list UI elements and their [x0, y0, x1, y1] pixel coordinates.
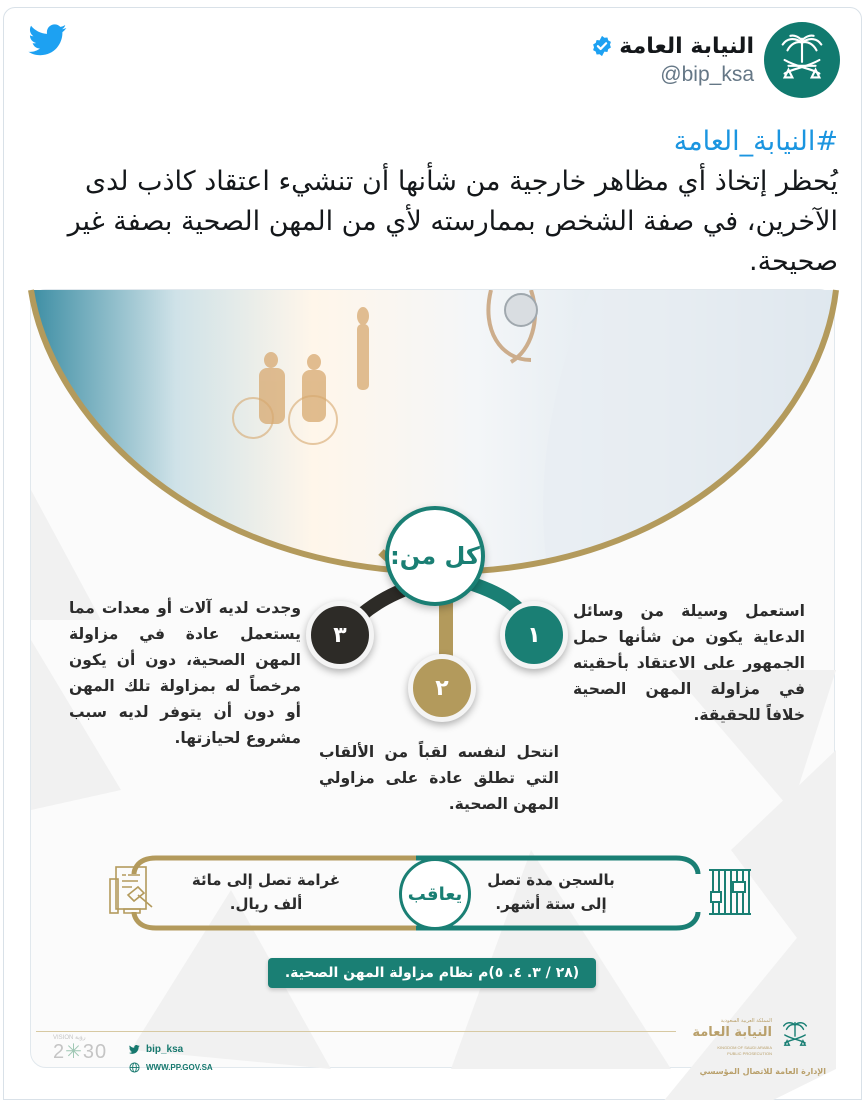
- item-2-text: انتحل لنفسه لقباً من الألقاب التي تطلق عادة على مزاولي المهن الصحية.: [319, 743, 559, 813]
- author-handle[interactable]: @bip_ksa: [660, 62, 754, 86]
- tweet-text: [18, 122, 838, 282]
- item-3-text: وجدت لديه آلات أو معدات مما يستعمل عادة في مزاولة المهن الصحية، دون أن يكون مرخصاً له بمزاولة تلك المهن أو دون أن يتوفر لديه سبب مشروع لحيازتها.: [69, 599, 301, 747]
- item-number-1: ١: [500, 601, 568, 669]
- item-number-2: ٢: [408, 654, 476, 722]
- item-number-3: ٣: [306, 601, 374, 669]
- prison-bars-icon: [707, 866, 753, 918]
- punishment-label: يعاقب: [407, 883, 463, 905]
- avatar[interactable]: [764, 22, 840, 98]
- fine-penalty-text: غرامة تصل إلى مائة ألف ريال.: [191, 871, 341, 913]
- verified-badge-icon: [591, 35, 613, 57]
- twitter-bird-icon[interactable]: [29, 24, 67, 56]
- item-1-text: استعمل وسيلة من وسائل الدعاية يكون من شأنها حمل الجمهور على الاعتقاد بأحقيته في مزاولة المهن الصحية خلافاً للحقيقة.: [573, 602, 805, 724]
- public-prosecution-logo: المملكة العربية السعودية النيابة العامة KINGDOM OF SAUDI ARABIA PUBLIC PROSECUTION: [682, 1018, 812, 1066]
- tweet-media-infographic[interactable]: [30, 289, 835, 1076]
- vision-2030-logo: VISION رؤية 2✳30: [53, 1035, 108, 1063]
- punishment-badge: [399, 858, 471, 930]
- author-name[interactable]: النيابة العامة: [619, 33, 754, 59]
- footer-contact: [129, 1040, 213, 1076]
- footer-divider: [36, 1031, 676, 1032]
- law-reference-banner: (٢٨ / ٣. ٤. ٥)م نظام مزاولة المهن الصحية.: [268, 958, 596, 988]
- jail-penalty-text: بالسجن مدة تصل إلى ستة أشهر.: [487, 871, 615, 913]
- tweet-author[interactable]: [591, 22, 840, 98]
- footer-twitter[interactable]: bip_ksa: [129, 1040, 213, 1058]
- globe-icon: [129, 1062, 140, 1073]
- footer-website[interactable]: WWW.PP.GOV.SA: [129, 1058, 213, 1076]
- twitter-bird-icon: [129, 1045, 140, 1054]
- gavel-document-icon: [106, 865, 158, 919]
- saudi-palm-swords-scales-emblem-icon: [773, 31, 831, 89]
- hashtag-link[interactable]: #النيابة_العامة: [673, 126, 838, 157]
- saudi-emblem-icon: [778, 1018, 812, 1052]
- hub-every-one: [385, 506, 485, 606]
- hub-label: كل من:: [390, 542, 480, 570]
- tweet-body: يُحظر إتخاذ أي مظاهر خارجية من شأنها أن تنشيء اعتقاد كاذب لدى الآخرين، في صفة الشخص بممارسته لأي من المهن الصحية بصفة غير صحيحة.: [67, 166, 838, 277]
- org-department-label: الإدارة العامة للاتصال المؤسسي: [699, 1067, 826, 1076]
